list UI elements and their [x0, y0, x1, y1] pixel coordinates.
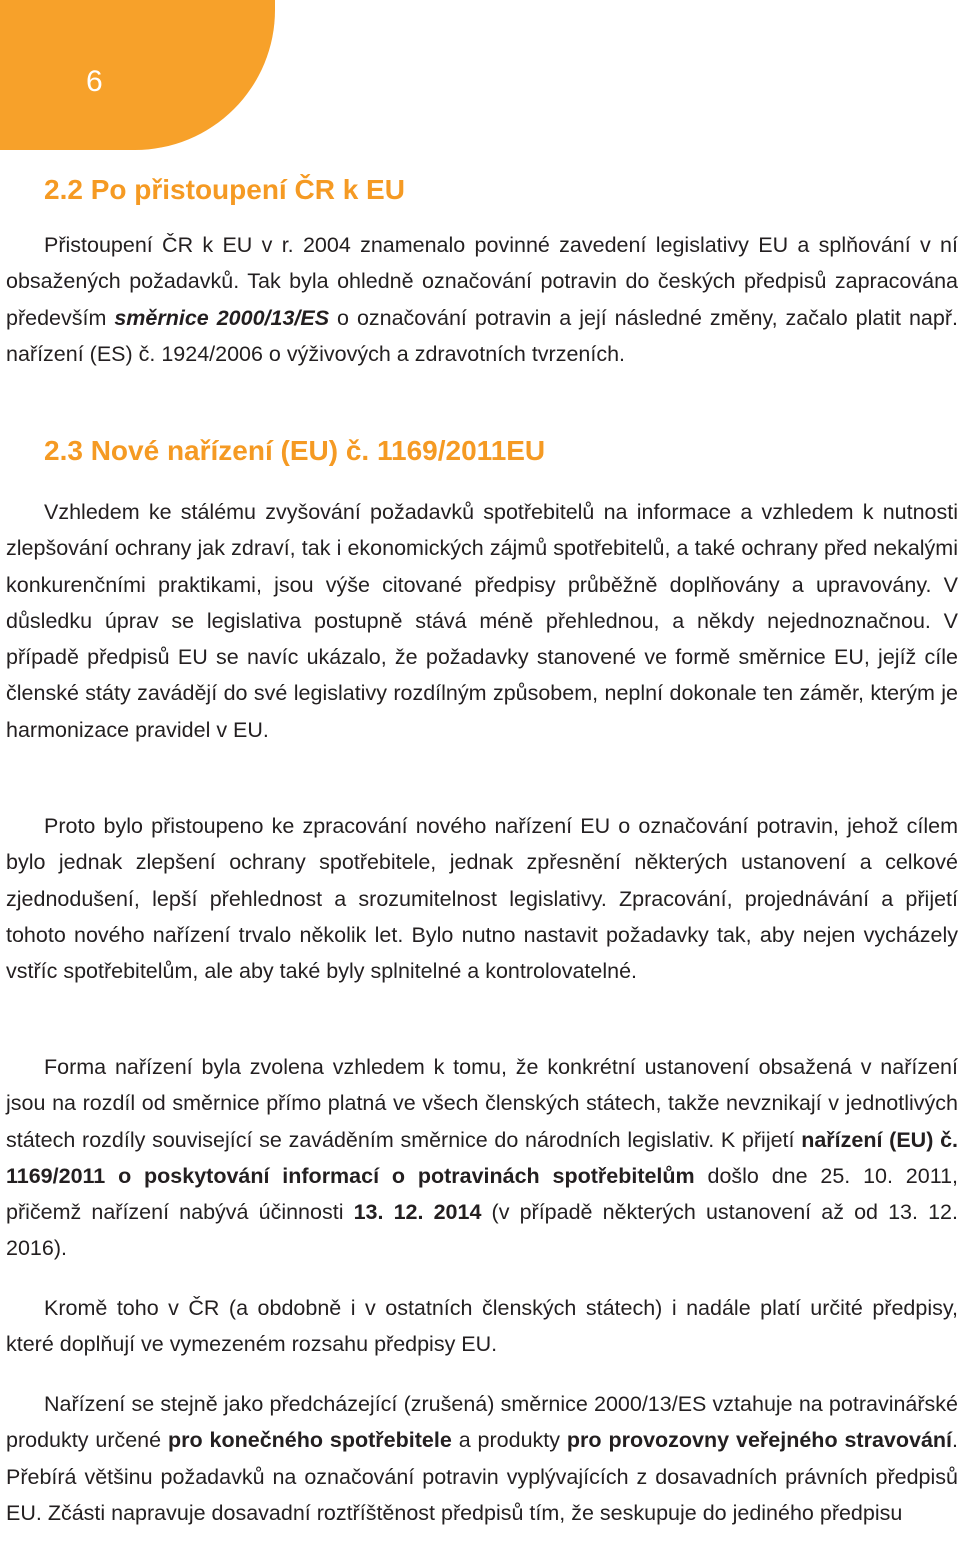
text-run: a produkty [451, 1428, 567, 1453]
effective-date: 13. 12. 2014 [353, 1200, 482, 1225]
text-run: . Přebírá většinu požadavků na označování potravin vyplývajících z dosavadních právních předpisů EU. Zčásti napravuje dosavadní roztříštěnost předpisů tím, že seskupuje do jediného předpisu [6, 1428, 959, 1525]
page-number: 6 [86, 65, 103, 98]
page-number-tab [0, 0, 275, 150]
regulation-reference: nařízení (EU) č. 1169/2011 o poskytování informací o potravinách spotřebitelům [6, 1127, 959, 1188]
text-run: (v případě některých ustanovení až od 13. 12. 2016). [6, 1200, 958, 1261]
text-run: došlo dne 25. 10. 2011, přičemž nařízení nabývá účinnosti [6, 1163, 959, 1225]
scope-catering: pro provozovny veřejného stravování [566, 1428, 953, 1453]
text-run: Přistoupení ČR k EU v r. 2004 znamenalo povinné zavedení legislativy EU a splňování v ní obsažených požadavků. Tak byla ohledně označování potravin do českých předpisů zapracována především [6, 233, 958, 330]
scope-final-consumer: pro konečného spotřebitele [168, 1428, 452, 1453]
directive-reference: směrnice 2000/13/ES [114, 305, 330, 330]
paragraph-consumer-demands: Vzhledem ke stálému zvyšování požadavků spotřebitelů na informace a vzhledem k nutnosti zlepšování ochrany jak zdraví, tak i ekonomických zájmů spotřebitelů, a také ochrany před nekalými konkurenčními praktikami, jsou výše citované předpisy průběžně doplňovány a upravovány. V důsledku úprav se legislativa postupně stává méně přehlednou, a někdy nejednoznačnou. V případě předpisů EU se navíc ukázalo, že požadavky stanovené ve formě směrnice EU, jejíž cíle členské státy zavádějí do své legislativy rozdílným způsobem, neplní dokonale ten záměr, kterým je harmonizace pravidel v EU. [6, 500, 958, 742]
paragraph-new-regulation: Proto bylo přistoupeno ke zpracování nového nařízení EU o označování potravin, jehož cílem bylo jednak zlepšení ochrany spotřebitele, jednak zpřesnění některých ustanovení a celkové zjednodušení, lepší přehlednost a srozumitelnost legislativy. Zpracování, projednávání a přijetí tohoto nového nařízení trvalo několik let. Bylo nutno nastavit požadavky tak, aby nejen vycházely vstříc spotřebitelům, ale aby také byly splnitelné a kontrolovatelné. [6, 814, 958, 984]
text-run: o označování potravin a její následné změny, začalo platit např. nařízení (ES) č. 1924/2006 o výživových a zdravotních tvrzeních. [6, 305, 958, 366]
paragraph-regulation-form [6, 1049, 958, 1267]
paragraph-accession [6, 227, 958, 372]
text-run: Nařízení se stejně jako předcházející (zrušená) směrnice 2000/13/ES vztahuje na potravinářské produkty určené [6, 1392, 958, 1453]
section-heading-2-2: 2.2 Po přistoupení ČR k EU [44, 174, 405, 205]
section-heading-2-3: 2.3 Nové nařízení (EU) č. 1169/2011EU [44, 435, 546, 466]
paragraph-scope [6, 1386, 958, 1531]
paragraph-national-rules: Kromě toho v ČR (a obdobně i v ostatních členských státech) i nadále platí určité předpisy, které doplňují ve vymezeném rozsahu předpisy EU. [6, 1296, 958, 1357]
text-run: Forma nařízení byla zvolena vzhledem k tomu, že konkrétní ustanovení obsažená v nařízení jsou na rozdíl od směrnice přímo platná ve všech členských státech, takže nevznikají v jednotlivých státech rozdíly související se zaváděním směrnice do národních legislativ. K přijetí [6, 1055, 958, 1152]
